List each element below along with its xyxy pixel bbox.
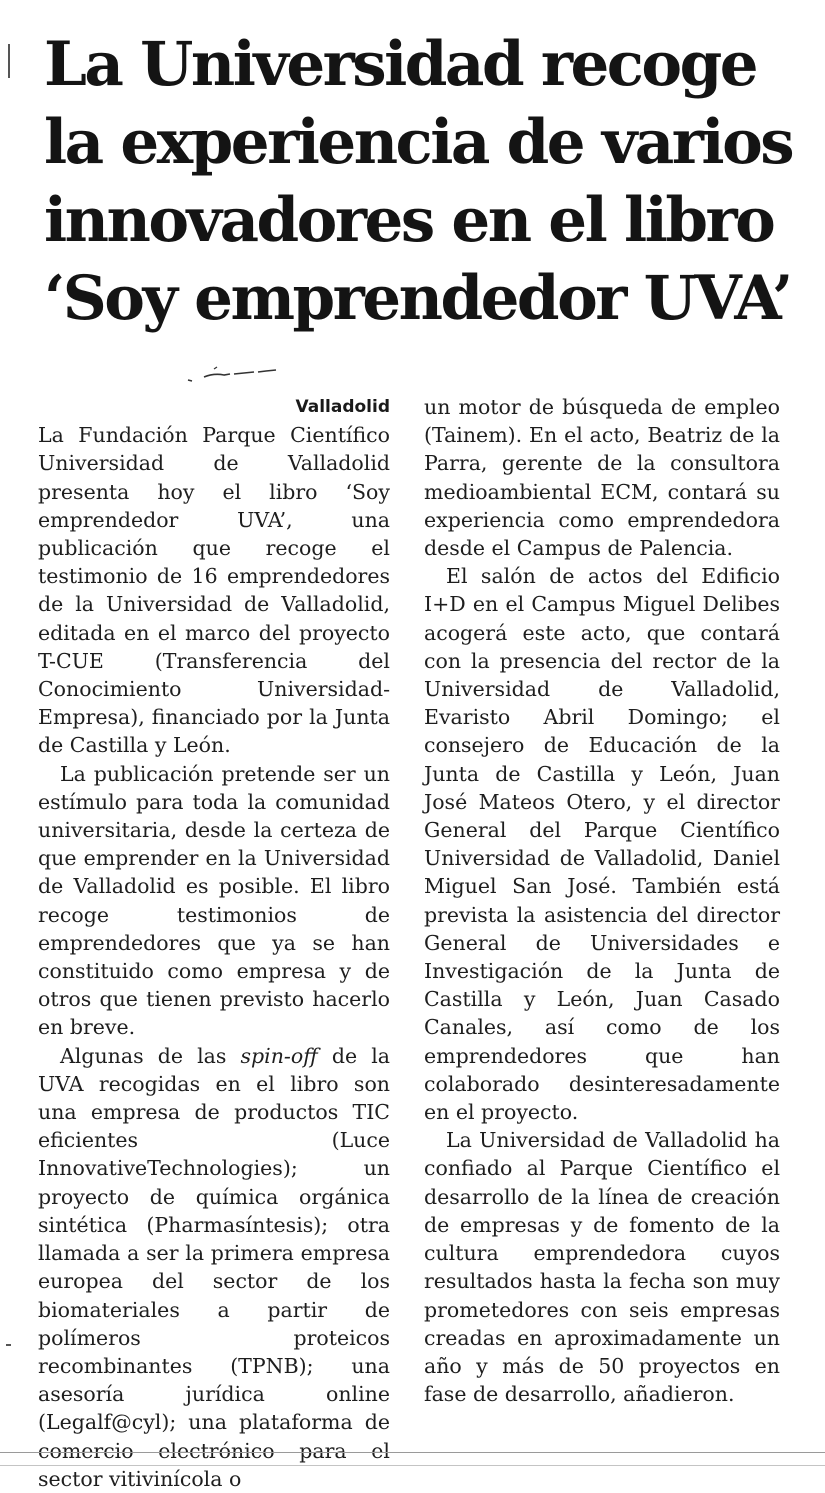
page-bottom-rule-secondary (0, 1465, 825, 1466)
headline (44, 26, 814, 338)
paragraph-spin-offs-start: Algunas de las (60, 1043, 241, 1068)
article-column-left (38, 393, 390, 1493)
paragraph-publication: La publicación pretende ser un estímulo para toda la comunidad universitaria, desde la certeza de que emprender en la Universidad de Valladolid es posible. El libro recoge testimonios de emprendedores que ya se han constituido como empresa y de otros que tienen previsto hacerlo en breve. (38, 761, 390, 1040)
paragraph-spin-offs-rest: de la UVA recogidas en el libro son una empresa de productos TIC eficientes (Luce InnovativeTechnologies); un proyecto de química orgánica sintética (Pharmasíntesis); otra llamada a ser la primera empresa europea del sector de los biomateriales a partir de polímeros proteicos recombinantes (TPNB); una asesoría jurídica online (Legalf@cyl); una plataforma de comercio electrónico para el sector vitivinícola o (38, 1043, 390, 1491)
page-bottom-rule (0, 1452, 825, 1453)
dateline: Valladolid (295, 397, 390, 417)
paragraph-event: El salón de actos del Edificio I+D en el Campus Miguel Delibes acogerá este acto, que contará con la presencia del rector de la Universidad de Valladolid, Evaristo Abril Domingo; el consejero de Educación de la Junta de Castilla y León, Juan José Mateos Otero, y el director General del Parque Científico Universidad de Valladolid, Daniel Miguel San José. También está prevista la asistencia del director General de Universidades e Investigación de la Junta de Castilla y León, Juan Casado Canales, así como de los emprendedores que han colaborado desinteresadamente en el proyecto. (424, 564, 780, 1125)
headline-line-4: ‘Soy emprendedor UVA’ (44, 263, 791, 334)
headline-line-2: la experiencia de varios (44, 107, 793, 178)
headline-line-3: innovadores en el libro (44, 185, 774, 256)
paragraph-spin-offs-italic: spin-off (240, 1043, 318, 1068)
pen-scribble-mark (186, 366, 286, 386)
paragraph-continuation: un motor de búsqueda de empleo (Tainem). En el acto, Beatriz de la Parra, gerente de la consultora medioambiental ECM, contará su experiencia como emprendedora desde el Campus de Palencia. (424, 395, 780, 561)
paragraph-closing: La Universidad de Valladolid ha confiado al Parque Científico el desarrollo de la línea de creación de empresas y de fomento de la cultura emprendedora cuyos resultados hasta la fecha son muy prometedores con seis empresas creadas en aproximadamente un año y más de 50 proyectos en fase de desarrollo, añadieron. (424, 1128, 780, 1407)
article-column-right (424, 393, 780, 1408)
scan-edge-mark-top (8, 44, 10, 78)
scan-edge-mark-left (6, 1344, 11, 1346)
paragraph-spin-offs (38, 1042, 390, 1493)
paragraph-intro: La Fundación Parque Científico Universidad de Valladolid presenta hoy el libro ‘Soy emprendedor UVA’, una publicación que recoge el testimonio de 16 emprendedores de la Universidad de Valladolid, editada en el marco del proyecto T-CUE (Transferencia del Conocimiento Universidad-Empresa), financiado por la Junta de Castilla y León. (38, 423, 390, 758)
headline-line-1: La Universidad recoge (44, 29, 757, 100)
